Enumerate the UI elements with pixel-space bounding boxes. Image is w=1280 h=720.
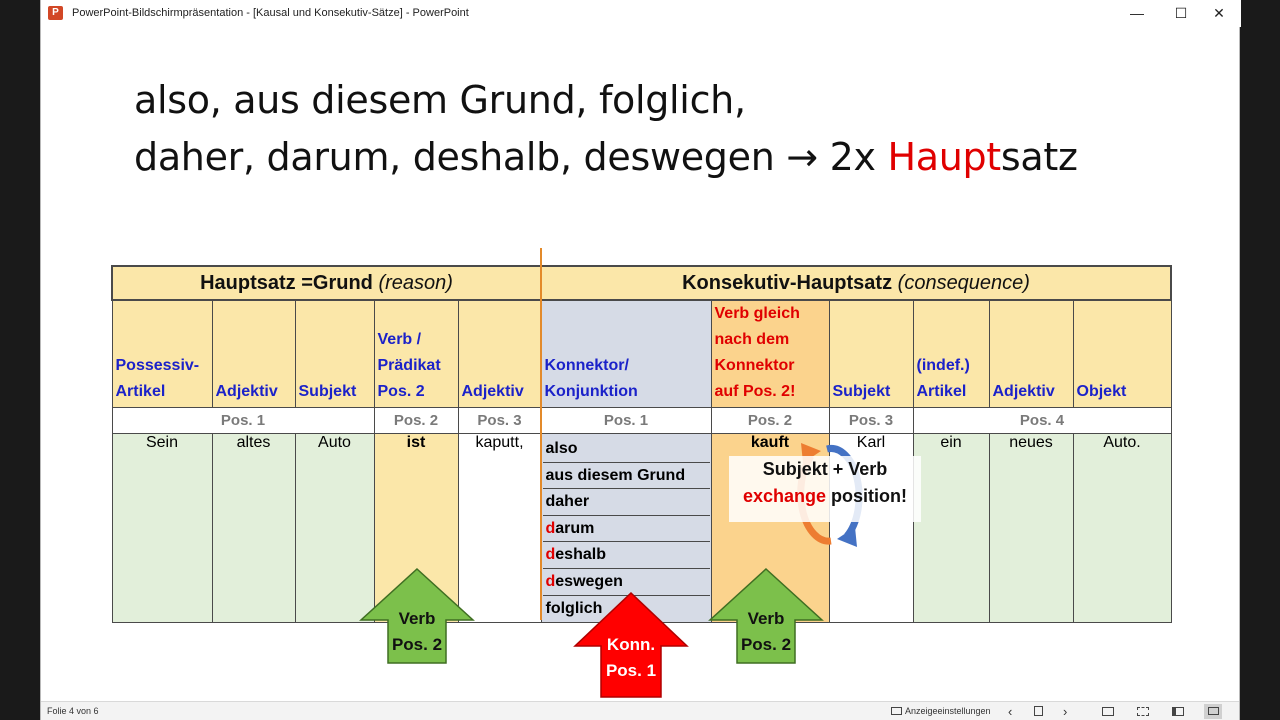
arrow-left-line2: Pos. 2 bbox=[391, 635, 443, 654]
cat-verb-gleich bbox=[711, 300, 829, 408]
header-left-bold: Hauptsatz =Grund bbox=[200, 271, 379, 294]
cat-konnektor-1: Konnektor/ bbox=[544, 357, 629, 374]
slide-counter: Folie 4 von 6 bbox=[47, 706, 99, 716]
slide-sorter-icon[interactable] bbox=[1137, 704, 1149, 719]
connector-item bbox=[543, 436, 710, 463]
powerpoint-icon: P bbox=[48, 6, 63, 20]
cat-verbgleich-3: Konnektor bbox=[714, 357, 795, 374]
cat-indef-1: (indef.) bbox=[916, 357, 970, 374]
pos-4-right: Pos. 4 bbox=[913, 408, 1171, 434]
cat-adjektiv: Adjektiv bbox=[212, 300, 295, 408]
connector-red-letter: d bbox=[545, 572, 556, 590]
pos-1-right: Pos. 1 bbox=[541, 408, 711, 434]
exchange-line-2-post: position! bbox=[826, 486, 908, 506]
pos-1-left: Pos. 1 bbox=[112, 408, 374, 434]
connector-item bbox=[543, 463, 710, 490]
cell-ist: ist bbox=[374, 434, 458, 623]
title-line-2-post: satz bbox=[1000, 135, 1078, 179]
cat-adjektiv-2: Adjektiv bbox=[458, 300, 541, 408]
connector-item bbox=[543, 542, 710, 569]
status-bar bbox=[41, 701, 1239, 720]
pos-2-right: Pos. 2 bbox=[711, 408, 829, 434]
reading-view-icon[interactable] bbox=[1172, 704, 1184, 719]
cat-verb bbox=[374, 300, 458, 408]
cat-indef-2: Artikel bbox=[916, 383, 967, 400]
category-row bbox=[112, 300, 1171, 408]
header-left-italic: (reason) bbox=[378, 271, 453, 294]
powerpoint-window bbox=[40, 0, 1240, 720]
pos-3-left: Pos. 3 bbox=[458, 408, 541, 434]
position-row bbox=[112, 408, 1171, 434]
slideshow-view-icon[interactable] bbox=[1204, 704, 1222, 719]
cell-auto: Auto bbox=[295, 434, 374, 623]
verb-pos2-arrow-right bbox=[708, 568, 824, 664]
connector-text: eswegen bbox=[555, 572, 623, 590]
normal-view-icon[interactable] bbox=[1102, 704, 1114, 719]
cat-verb-3: Pos. 2 bbox=[377, 383, 425, 400]
verb-pos2-arrow-left bbox=[359, 568, 475, 664]
title-line-2 bbox=[134, 129, 1078, 186]
connector-text: aus diesem Grund bbox=[545, 466, 686, 484]
previous-slide-icon[interactable]: ‹ bbox=[1008, 704, 1013, 719]
exchange-line-1: Subjekt + Verb bbox=[762, 459, 888, 479]
cat-subjekt: Subjekt bbox=[295, 300, 374, 408]
cell-kauft: kauft bbox=[711, 434, 829, 623]
slide-menu-icon[interactable] bbox=[1034, 704, 1043, 719]
connector-text: folglich bbox=[545, 599, 603, 617]
exchange-red-word: exchange bbox=[742, 486, 827, 506]
title-line-1: also, aus diesem Grund, folglich, bbox=[134, 78, 746, 122]
minimize-button[interactable]: — bbox=[1130, 5, 1144, 21]
cell-ein: ein bbox=[913, 434, 989, 623]
header-hauptsatz bbox=[112, 266, 541, 300]
title-line-2-pre: daher, darum, deshalb, deswegen → 2x bbox=[134, 135, 888, 179]
cell-auto-2: Auto. bbox=[1073, 434, 1171, 623]
arrow-right-line2: Pos. 2 bbox=[740, 635, 792, 654]
cat-verb-1: Verb / bbox=[377, 331, 422, 348]
cat-konnektor bbox=[541, 300, 711, 408]
grammar-table bbox=[111, 265, 1172, 623]
cat-subjekt-2: Subjekt bbox=[829, 300, 913, 408]
cat-artikel: Artikel bbox=[115, 383, 166, 400]
header-konsekutiv bbox=[541, 266, 1171, 300]
konn-pos1-arrow bbox=[573, 592, 689, 698]
cat-konnektor-2: Konjunktion bbox=[544, 383, 638, 400]
display-settings-label: Anzeigeeinstellungen bbox=[905, 706, 991, 716]
connector-item bbox=[543, 489, 710, 516]
cat-objekt: Objekt bbox=[1073, 300, 1171, 408]
display-settings-button[interactable] bbox=[891, 704, 991, 719]
slide-canvas[interactable] bbox=[41, 27, 1239, 701]
header-row bbox=[112, 266, 1171, 300]
window-title: PowerPoint-Bildschirmpräsentation - [Kausal und Konsekutiv-Sätze] - PowerPoint bbox=[72, 7, 469, 19]
cat-possessiv: Possessiv- bbox=[115, 357, 200, 374]
connector-text: also bbox=[545, 440, 578, 457]
connector-red-letter: d bbox=[545, 519, 556, 537]
cat-verbgleich-1: Verb gleich bbox=[714, 305, 800, 322]
divider-line bbox=[540, 248, 542, 620]
maximize-button[interactable]: ☐ bbox=[1174, 5, 1188, 21]
cell-sein: Sein bbox=[112, 434, 212, 623]
header-right-italic: (consequence) bbox=[897, 271, 1030, 294]
header-right-bold: Konsekutiv-Hauptsatz bbox=[682, 271, 898, 294]
pos-2-left: Pos. 2 bbox=[374, 408, 458, 434]
monitor-icon bbox=[891, 707, 902, 715]
connector-text: eshalb bbox=[555, 546, 606, 564]
cell-karl: Karl bbox=[829, 434, 913, 623]
cat-verbgleich-4: auf Pos. 2! bbox=[714, 383, 796, 400]
arrow-left-line1: Verb bbox=[398, 609, 436, 628]
cell-altes: altes bbox=[212, 434, 295, 623]
cat-verb-2: Prädikat bbox=[377, 357, 441, 374]
title-red-word: Haupt bbox=[887, 135, 1001, 179]
cat-possessiv-artikel bbox=[112, 300, 212, 408]
title-bar bbox=[41, 0, 1241, 27]
cell-kaputt: kaputt, bbox=[458, 434, 541, 623]
connector-text: daher bbox=[545, 493, 590, 511]
arrow-red-line1: Konn. bbox=[606, 635, 656, 654]
next-slide-icon[interactable]: › bbox=[1063, 704, 1068, 719]
cell-neues: neues bbox=[989, 434, 1073, 623]
pos-3-right: Pos. 3 bbox=[829, 408, 913, 434]
cat-adjektiv-3: Adjektiv bbox=[989, 300, 1073, 408]
connector-item bbox=[543, 516, 710, 543]
arrow-right-line1: Verb bbox=[747, 609, 785, 628]
connector-text: arum bbox=[555, 519, 595, 537]
connector-red-letter: d bbox=[545, 546, 556, 564]
exchange-note bbox=[729, 456, 921, 522]
close-button[interactable]: ✕ bbox=[1213, 5, 1225, 21]
arrow-red-line2: Pos. 1 bbox=[605, 661, 657, 680]
cat-indef-artikel bbox=[913, 300, 989, 408]
exchange-line-2 bbox=[729, 483, 921, 510]
cat-verbgleich-2: nach dem bbox=[714, 331, 790, 348]
slide-title bbox=[134, 72, 1078, 186]
